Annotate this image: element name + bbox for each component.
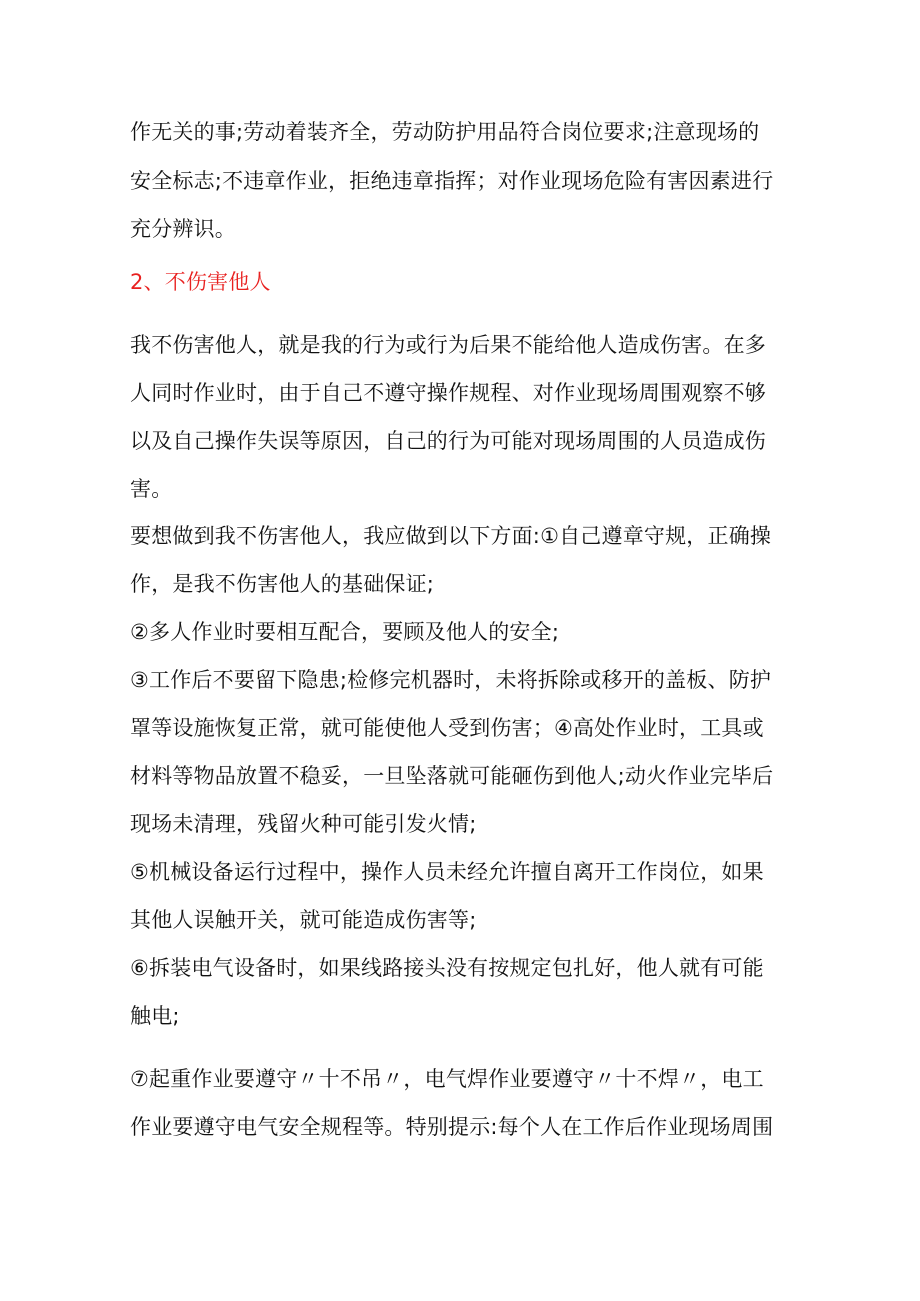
list-item: ⑤机械设备运行过程中，操作人员未经允许擅自离开工作岗位，如果 xyxy=(130,860,764,884)
list-item-line: 作业要遵守电气安全规程等。特别提示:每个人在工作后作业现场周围 xyxy=(130,1115,774,1139)
paragraph-line: 作无关的事;劳动着装齐全，劳动防护用品符合岗位要求;注意现场的 xyxy=(130,120,760,144)
list-item: ⑦起重作业要遵守〃十不吊〃，电气焊作业要遵守〃十不焊〃，电工 xyxy=(130,1067,764,1091)
list-item: ③工作后不要留下隐患;检修完机器时，未将拆除或移开的盖板、防护 xyxy=(130,668,772,692)
list-item-line: 触电; xyxy=(130,1004,180,1028)
list-item-line: 材料等物品放置不稳妥，一旦坠落就可能砸伤到他人;动火作业完毕后 xyxy=(130,764,774,788)
list-item-line: 现场未清理，残留火种可能引发火情; xyxy=(130,812,477,836)
paragraph-line: 充分辨识。 xyxy=(130,217,236,241)
list-item-line: 其他人误触开关，就可能造成伤害等; xyxy=(130,908,477,932)
section-heading: 2、不伤害他人 xyxy=(130,270,271,294)
paragraph-line: 要想做到我不伤害他人，我应做到以下方面:①自己遵章守规，正确操 xyxy=(130,524,772,548)
list-item: ②多人作业时要相互配合，要顾及他人的安全; xyxy=(130,620,560,644)
paragraph-line: 作，是我不伤害他人的基础保证; xyxy=(130,572,435,596)
paragraph-line: 以及自己操作失误等原因，自己的行为可能对现场周围的人员造成伤 xyxy=(130,429,766,453)
paragraph-line: 人同时作业时，由于自己不遵守操作规程、对作业现场周围观察不够 xyxy=(130,381,766,405)
paragraph-line: 害。 xyxy=(130,477,173,501)
list-item-line: 罩等设施恢复正常，就可能使他人受到伤害；④高处作业时，工具或 xyxy=(130,716,764,740)
paragraph-line: 我不伤害他人，就是我的行为或行为后果不能给他人造成伤害。在多 xyxy=(130,333,766,357)
paragraph-line: 安全标志;不违章作业，拒绝违章指挥；对作业现场危险有害因素进行 xyxy=(130,169,774,193)
list-item: ⑥拆装电气设备时，如果线路接头没有按规定包扎好，他人就有可能 xyxy=(130,956,764,980)
